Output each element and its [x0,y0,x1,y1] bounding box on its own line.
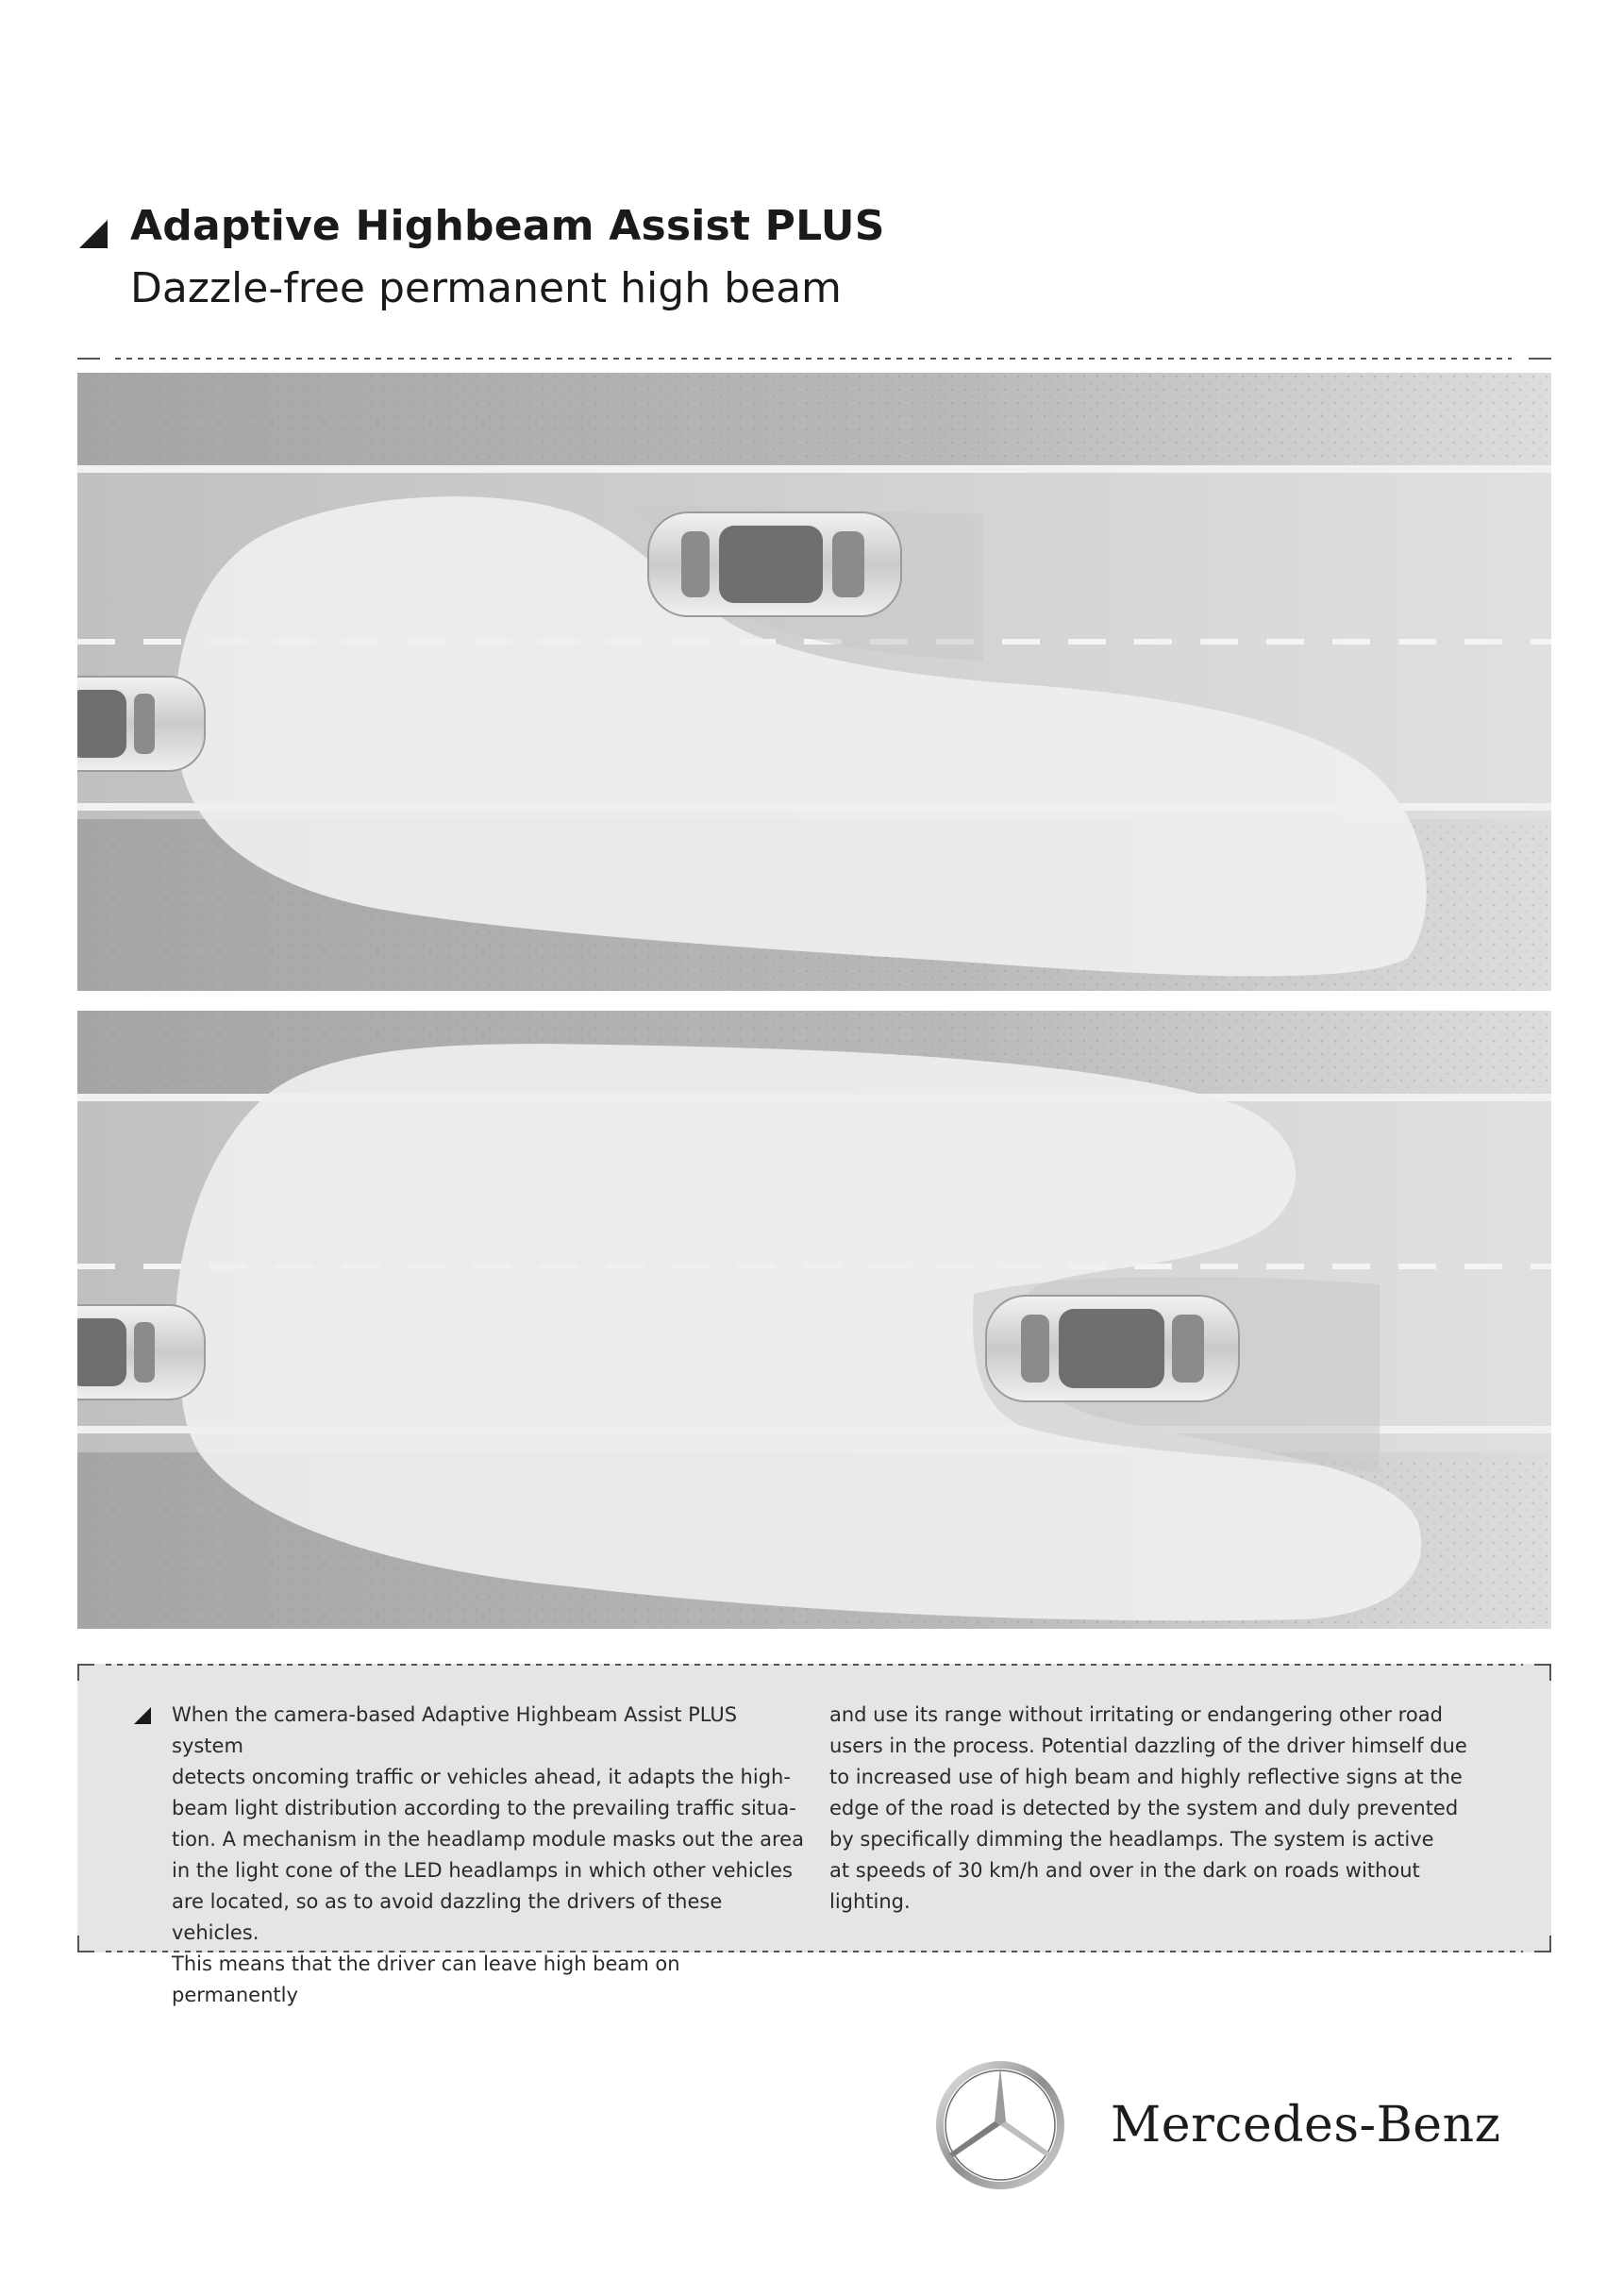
description-left-column: When the camera-based Adaptive Highbeam Assist PLUS system detects oncoming traffic or vehicles ahead, it adapts the high- beam light distribution according to the prevailing traffic situa- tion. A mechanism in the headlamp module masks out the area in the light cone of the LED headlamps in which other vehicles are located, so as to avoid dazzling the drivers of these vehicles. This means that the driver can leave high beam on permanently [172,1703,804,2006]
title-triangle-icon [79,220,108,248]
own-car-icon-top [77,677,205,771]
description-right-column: and use its range without irritating or endangering other road users in the process. Potential dazzling of the driver himself due to increased use of high beam and highly reflective signs at the edge of the road is detected by the system and duly prevented by specifically dimming the headlamps. The system is active at speeds of 30 km/h and over in the dark on roads without lighting. [829,1703,1467,1913]
brand-name: Mercedes-Benz [1111,2097,1501,2154]
description-box [77,1664,1551,2006]
illustration-bottom [77,1011,1551,1629]
page-title: Adaptive Highbeam Assist PLUS [130,202,885,250]
vehicle-ahead-icon [648,512,901,616]
three-pointed-star-icon [934,2059,1066,2191]
own-car-icon-bottom [77,1305,205,1399]
header-divider [77,357,1512,359]
page-subtitle: Dazzle-free permanent high beam [130,264,842,312]
text-triangle-icon [134,1707,151,1724]
illustration-top [77,373,1551,991]
overtaking-vehicle-icon [986,1296,1239,1401]
